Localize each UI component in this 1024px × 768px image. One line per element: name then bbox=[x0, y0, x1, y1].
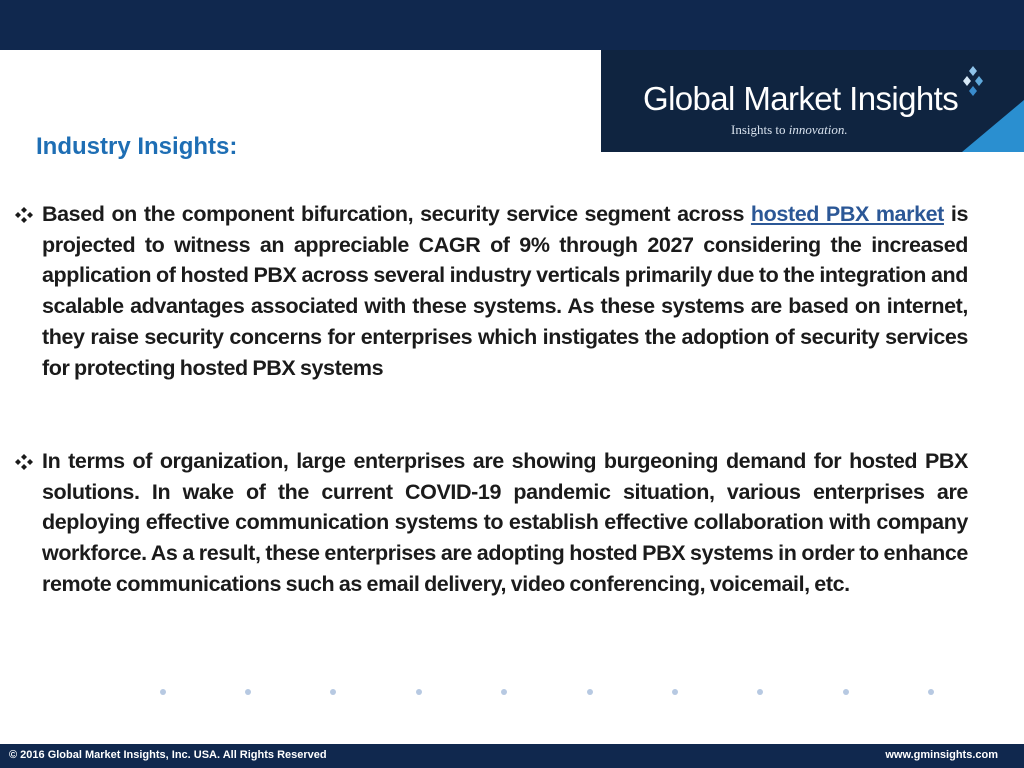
footer-bar bbox=[0, 744, 1024, 768]
logo-accent-triangle bbox=[962, 100, 1024, 152]
hosted-pbx-market-link[interactable]: hosted PBX market bbox=[750, 202, 944, 226]
decorative-dot bbox=[416, 689, 422, 695]
copyright-notice: © 2016 Global Market Insights, Inc. USA. All Rights Reserved bbox=[9, 749, 327, 761]
logo-tagline bbox=[731, 122, 848, 138]
decorative-dot bbox=[587, 689, 593, 695]
logo-name: Global Market Insights bbox=[643, 80, 959, 117]
diamonds-icon bbox=[960, 66, 986, 100]
decorative-dot bbox=[330, 689, 336, 695]
website-link[interactable]: www.gminsights.com bbox=[885, 749, 998, 761]
four-diamond-bullet-icon bbox=[14, 454, 34, 470]
bullet-item bbox=[14, 199, 968, 383]
bullet-item bbox=[14, 446, 968, 600]
top-banner bbox=[0, 0, 1024, 50]
decorative-dot bbox=[843, 689, 849, 695]
bullet-text bbox=[42, 199, 968, 383]
company-logo[interactable] bbox=[601, 50, 1024, 152]
decorative-dot-row bbox=[160, 689, 940, 697]
decorative-dot bbox=[757, 689, 763, 695]
decorative-dot bbox=[501, 689, 507, 695]
bullet-text-end: is projected to witness an appreciable CAGR of 9% through 2027 considering the increased application of hosted PBX across several industry verticals primarily due to the integration and scalable advantages associated with these systems. As these systems are based on internet, they raise security concerns for enterprises which instigates the adoption of security services for protecting hosted PBX systems bbox=[42, 202, 968, 380]
bullet-text: In terms of organization, large enterprises are showing burgeoning demand for hosted PBX solutions. In wake of the current COVID-19 pandemic situation, various enterprises are deploying effective communication systems to establish effective collaboration with company workforce. As a result, these enterprises are adopting hosted PBX systems in order to enhance remote communications such as email delivery, video conferencing, voicemail, etc. bbox=[42, 449, 968, 596]
four-diamond-bullet-icon bbox=[14, 207, 34, 223]
decorative-dot bbox=[245, 689, 251, 695]
decorative-dot bbox=[160, 689, 166, 695]
decorative-dot bbox=[928, 689, 934, 695]
page-title: Industry Insights: bbox=[36, 133, 238, 160]
tagline-emphasis: innovation. bbox=[788, 122, 848, 137]
bullet-text-start: Based on the component bifurcation, security service segment across bbox=[42, 202, 751, 226]
tagline-prefix: Insights to bbox=[731, 122, 789, 137]
decorative-dot bbox=[672, 689, 678, 695]
